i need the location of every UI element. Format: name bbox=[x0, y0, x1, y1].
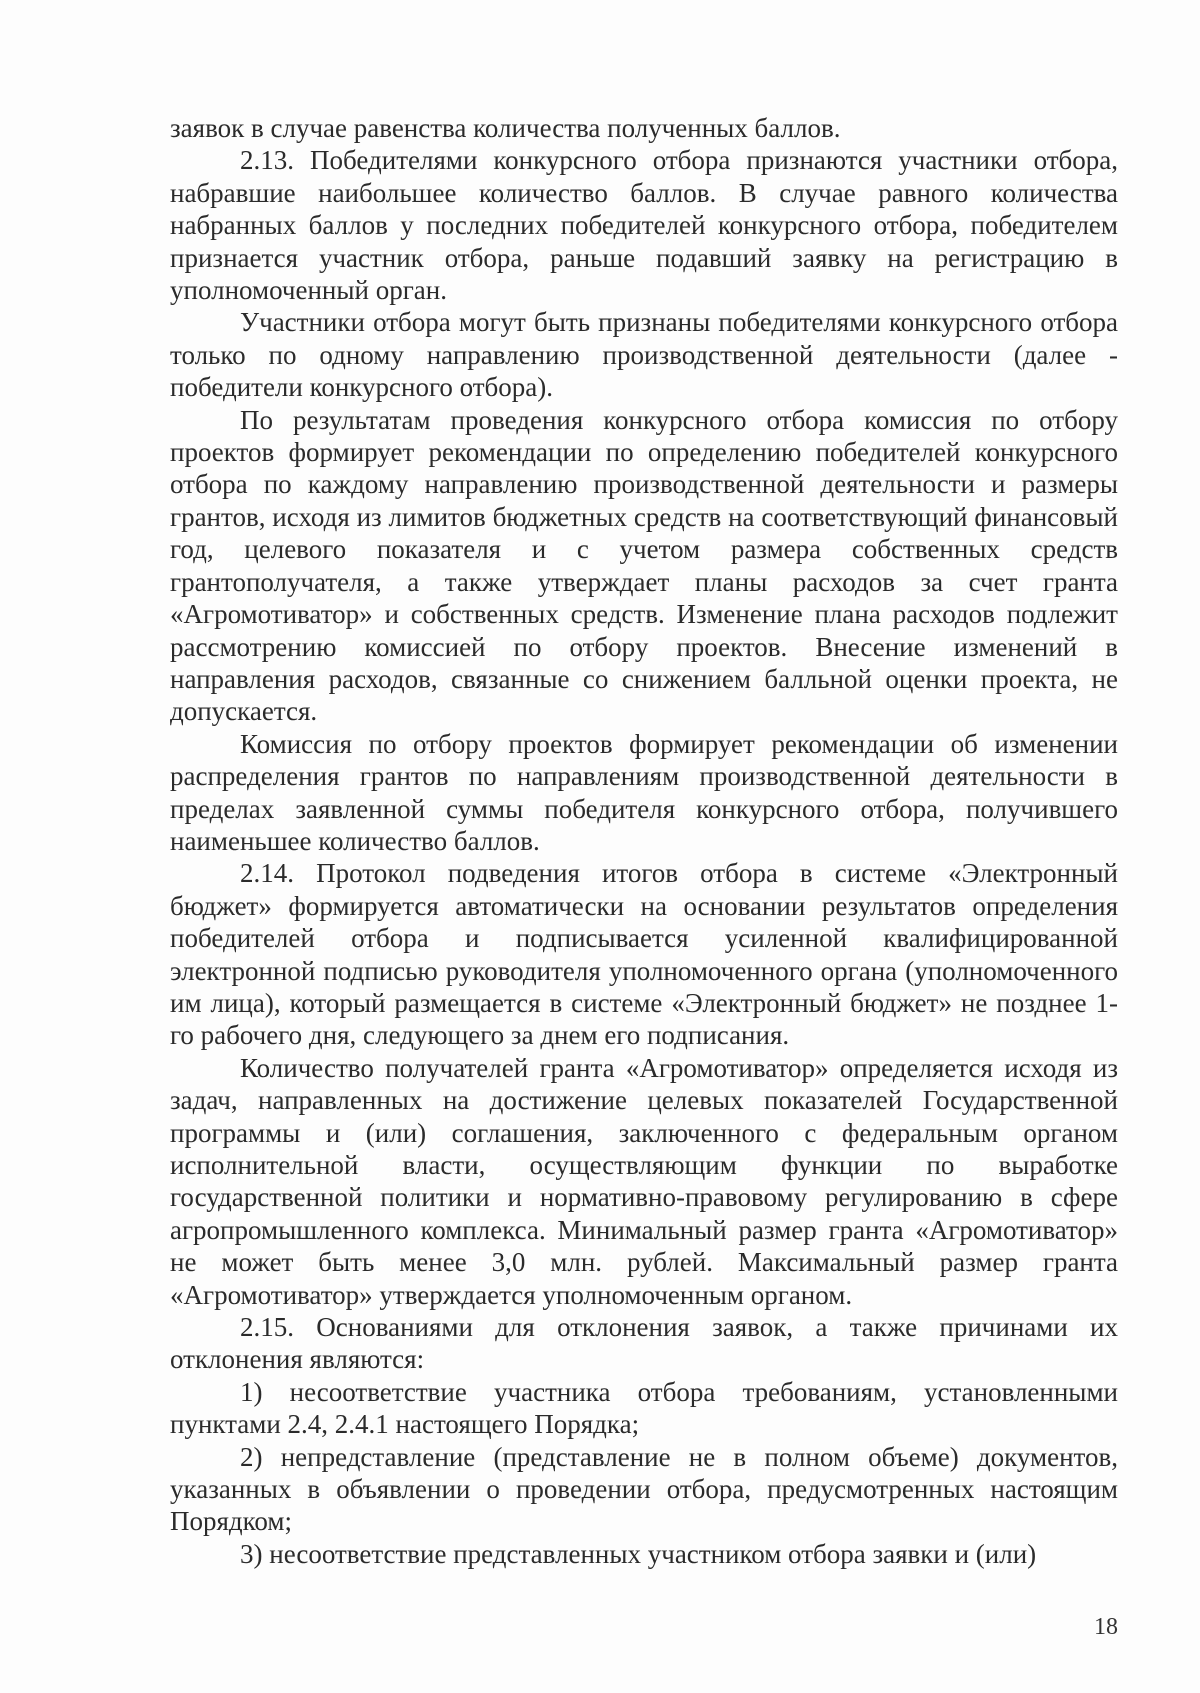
paragraph-2-13: 2.13. Победителями конкурсного отбора признаются участники отбора, набравшие наибольшее количество баллов. В случае равного количества набранных баллов у последних победителей конкурсного отбора, победителем признается участник отбора, раньше подавший заявку на регистрацию в уполномоченный орган. bbox=[170, 145, 1118, 306]
paragraph-2-14: 2.14. Протокол подведения итогов отбора в системе «Электронный бюджет» формируется автоматически на основании результатов определения победителей отбора и подписывается усиленной квалифицированной электронной подписью руководителя уполномоченного органа (уполномоченного им лица), который размещается в системе «Электронный бюджет» не позднее 1-го рабочего дня, следующего за днем его подписания. bbox=[170, 858, 1118, 1051]
paragraph-continuation: заявок в случае равенства количества полученных баллов. bbox=[170, 113, 841, 143]
paragraph-commission-recommendations: По результатам проведения конкурсного отбора комиссия по отбору проектов формирует рекомендации по определению победителей конкурсного отбора по каждому направлению производственной деятельности и размеры грантов, исходя из лимитов бюджетных средств на соответствующий финансовый год, целевого показателя и с учетом размера собственных средств грантополучателя, а также утверждает планы расходов за счет гранта «Агромотиватор» и собственных средств. Изменение плана расходов подлежит рассмотрению комиссией по отбору проектов. Внесение изменений в направления расходов, связанные со снижением балльной оценки проекта, не допускается. bbox=[170, 404, 1118, 727]
list-item-3: 3) несоответствие представленных участником отбора заявки и (или) bbox=[240, 1538, 1037, 1569]
document-body bbox=[170, 112, 1118, 1570]
list-item-2: 2) непредставление (представление не в полном объеме) документов, указанных в объявлении о проведении отбора, предусмотренных настоящим Порядком; bbox=[170, 1441, 1118, 1537]
paragraph-winners-one-direction: Участники отбора могут быть признаны победителями конкурсного отбора только по одному направлению производственной деятельности (далее - победители конкурсного отбора). bbox=[170, 307, 1118, 403]
page-number: 18 bbox=[1094, 1614, 1118, 1640]
paragraph-grant-redistribution: Комиссия по отбору проектов формирует рекомендации об изменении распределения грантов по направлениям производственной деятельности в пределах заявленной суммы победителя конкурсного отбора, получившего наименьшее количество баллов. bbox=[170, 728, 1118, 856]
paragraph-recipients-count: Количество получателей гранта «Агромотиватор» определяется исходя из задач, направленных на достижение целевых показателей Государственной программы и (или) соглашения, заключенного с федеральным органом исполнительной власти, осуществляющим функции по выработке государственной политики и нормативно-правовому регулированию в сфере агропромышленного комплекса. Минимальный размер гранта «Агромотиватор» не может быть менее 3,0 млн. рублей. Максимальный размер гранта «Агромотиватор» утверждается уполномоченным органом. bbox=[170, 1052, 1118, 1310]
list-item-1: 1) несоответствие участника отбора требованиям, установленными пунктами 2.4, 2.4.1 настоящего Порядка; bbox=[170, 1376, 1118, 1440]
paragraph-2-15: 2.15. Основаниями для отклонения заявок, а также причинами их отклонения являются: bbox=[170, 1312, 1118, 1375]
